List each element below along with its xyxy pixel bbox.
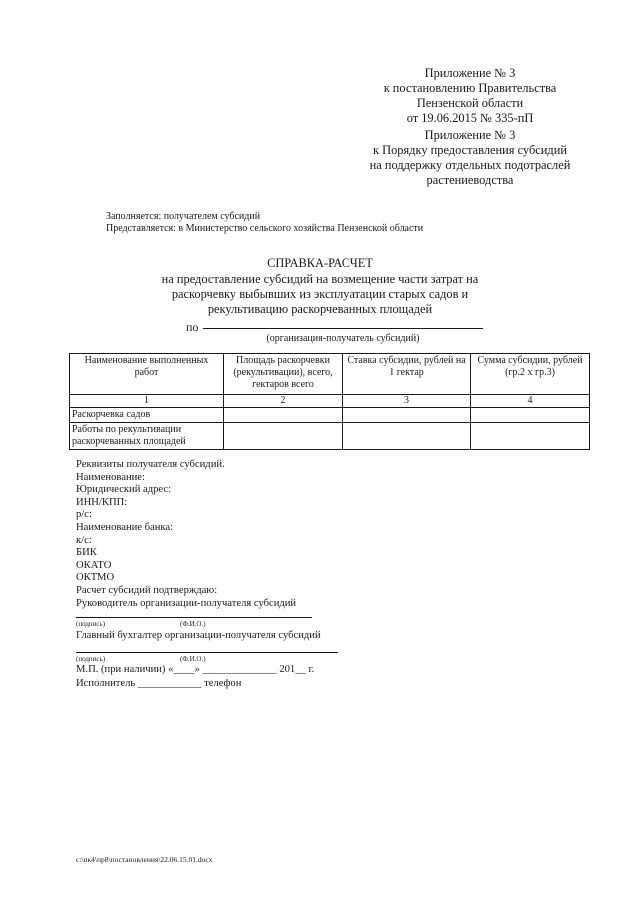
cell-sum-uprooting[interactable] bbox=[471, 408, 590, 423]
requisite-name: Наименование: bbox=[76, 471, 145, 483]
requisite-bik: БИК bbox=[76, 547, 97, 559]
requisite-bank-name: Наименование банка: bbox=[76, 521, 174, 533]
header-work-name: Наименование выполненных работ bbox=[70, 354, 224, 395]
column-number: 3 bbox=[343, 395, 471, 408]
requisite-inn-kpp: ИНН/КПП: bbox=[76, 496, 128, 508]
cell-rate-recultivation[interactable] bbox=[343, 423, 471, 450]
appendix-1-line-2: к постановлению Правительства bbox=[383, 81, 557, 95]
appendix-2-line-1: Приложение № 3 bbox=[424, 128, 516, 142]
column-number: 4 bbox=[471, 395, 590, 408]
confirmation-text: Расчет субсидий подтверждаю: bbox=[76, 584, 218, 596]
requisite-legal-address: Юридический адрес: bbox=[76, 484, 172, 496]
appendix-2-line-3: на поддержку отдельных подотраслей bbox=[369, 158, 571, 172]
requisites-heading: Реквизиты получателя субсидий. bbox=[76, 459, 225, 470]
fio-caption: (Ф.И.О.) bbox=[180, 655, 206, 663]
head-of-organization: Руководитель организации-получателя субсидий bbox=[76, 597, 297, 609]
appendix-1-line-4: от 19.06.2015 № 335-пП bbox=[406, 111, 534, 125]
appendix-2-line-2: к Порядку предоставления субсидий bbox=[373, 143, 567, 157]
requisite-oktmo: ОКТМО bbox=[76, 572, 115, 584]
executor-line: Исполнитель ____________ телефон bbox=[76, 678, 242, 689]
appendix-2-line-4: растениеводства bbox=[426, 173, 514, 187]
table-header-row bbox=[70, 354, 590, 395]
subtitle-line: на предоставление субсидий на возмещение части затрат на bbox=[161, 272, 479, 286]
appendix-government-resolution bbox=[330, 66, 610, 126]
cell-rate-uprooting[interactable] bbox=[343, 408, 471, 423]
row-label-recultivation: Работы по рекультивации раскорчеванных площадей bbox=[70, 423, 224, 450]
recipient-requisites bbox=[76, 459, 296, 610]
head-signature-line[interactable] bbox=[76, 617, 312, 618]
cell-sum-recultivation[interactable] bbox=[471, 423, 590, 450]
appendix-1-line-1: Приложение № 3 bbox=[424, 66, 516, 80]
footer-file-path: c:\пк4\пр8\постановления\22.06.15.01.docx bbox=[76, 855, 213, 864]
column-number: 2 bbox=[224, 395, 343, 408]
row-label-uprooting: Раскорчевка садов bbox=[70, 408, 224, 423]
org-caption: (организация-получатель субсидий) bbox=[266, 333, 420, 344]
chief-accountant-label: Главный бухгалтер организации-получателя субсидий bbox=[76, 630, 321, 641]
column-number-row bbox=[70, 395, 590, 408]
fio-caption: (Ф.И.О.) bbox=[180, 620, 206, 628]
column-number: 1 bbox=[70, 395, 224, 408]
header-rate: Ставка субсидии, рублей на 1 гектар bbox=[343, 354, 471, 395]
subtitle-line: раскорчевку выбывших из эксплуатации старых садов и bbox=[171, 286, 469, 301]
requisite-correspondent-account: к/с: bbox=[76, 534, 92, 546]
cell-area-uprooting[interactable] bbox=[224, 408, 343, 423]
org-prefix: по bbox=[186, 320, 199, 334]
cell-area-recultivation[interactable] bbox=[224, 423, 343, 450]
table-row bbox=[70, 408, 590, 423]
signature-caption: (подпись) bbox=[76, 655, 106, 663]
header-area: Площадь раскорчевки (рекультивации), всего, гектаров всего bbox=[224, 354, 343, 395]
requisite-settlement-account: р/с: bbox=[76, 509, 92, 521]
accountant-signature-line[interactable] bbox=[76, 652, 338, 653]
submitted-to-note: Представляется: в Министерство сельского хозяйства Пензенской области bbox=[106, 223, 424, 234]
filled-by-note: Заполняется: получателем субсидий bbox=[106, 211, 261, 222]
document-subtitle bbox=[0, 272, 640, 316]
header-sum: Сумма субсидии, рублей (гр.2 х гр.3) bbox=[471, 354, 590, 395]
signature-caption: (подпись) bbox=[76, 620, 106, 628]
stamp-date-line: М.П. (при наличии) «____» ______________ 201__ г. bbox=[76, 664, 315, 675]
subtitle-line: рекультивацию раскорчеванных площадей bbox=[207, 301, 433, 316]
org-name-field[interactable] bbox=[203, 328, 483, 329]
table-row bbox=[70, 423, 590, 450]
requisite-okato: ОКАТО bbox=[76, 559, 112, 571]
appendix-procedure bbox=[330, 128, 610, 188]
subsidy-calculation-table bbox=[69, 353, 590, 450]
document-title: СПРАВКА-РАСЧЕТ bbox=[267, 256, 373, 270]
appendix-1-line-3: Пензенской области bbox=[416, 96, 524, 110]
